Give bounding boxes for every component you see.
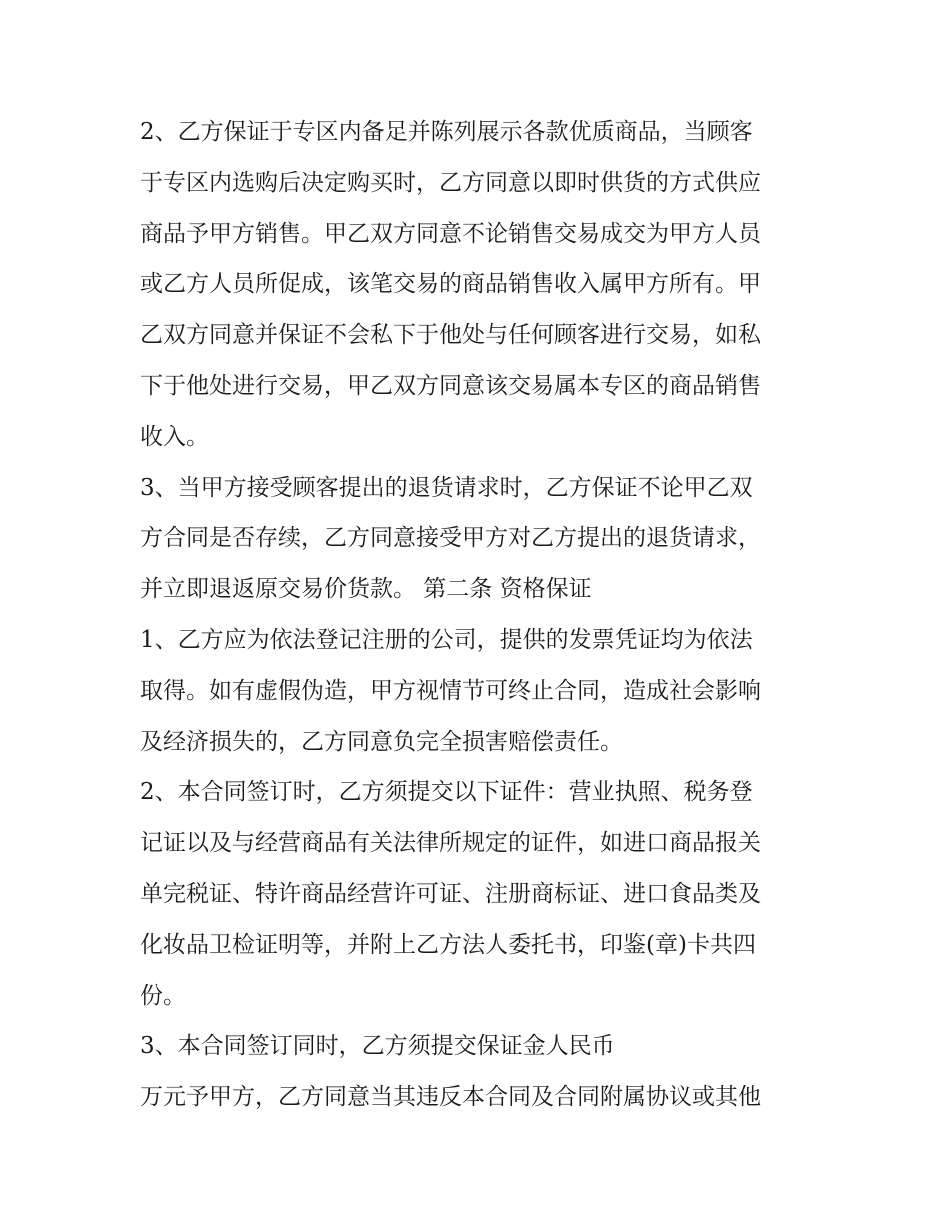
text-line: 下于他处进行交易，甲乙双方同意该交易属本专区的商品销售 <box>140 372 761 399</box>
text-line: 或乙方人员所促成，该笔交易的商品销售收入属甲方所有。甲 <box>140 271 761 298</box>
text-line: 2、本合同签订时，乙方须提交以下证件：营业执照、税务登 <box>140 779 753 806</box>
text-line: 3、当甲方接受顾客提出的退货请求时，乙方保证不论甲乙双 <box>140 474 753 501</box>
text-line: 及经济损失的，乙方同意负完全损害赔偿责任。 <box>140 728 623 755</box>
text-line: 1、乙方应为依法登记注册的公司，提供的发票凭证均为依法 <box>140 626 753 653</box>
text-line: 并立即退返原交易价货款。 第二条 资格保证 <box>140 576 592 603</box>
text-line: 单完税证、特许商品经营许可证、注册商标证、进口食品类及 <box>140 880 761 907</box>
text-line: 3、本合同签订同时，乙方须提交保证金人民币 <box>140 1033 615 1060</box>
text-line: 乙双方同意并保证不会私下于他处与任何顾客进行交易，如私 <box>140 322 761 349</box>
text-line: 万元予甲方，乙方同意当其违反本合同及合同附属协议或其他 <box>140 1084 761 1111</box>
text-line: 2、乙方保证于专区内备足并陈列展示各款优质商品，当顾客 <box>140 119 753 145</box>
document-body <box>140 107 820 1123</box>
text-line: 取得。如有虚假伪造，甲方视情节可终止合同，造成社会影响 <box>140 677 761 704</box>
text-line: 于专区内选购后决定购买时，乙方同意以即时供货的方式供应 <box>140 169 761 196</box>
text-line: 化妆品卫检证明等，并附上乙方法人委托书，印鉴(章)卡共四 <box>140 931 756 958</box>
text-line: 收入。 <box>140 423 209 450</box>
text-line: 商品予甲方销售。甲乙双方同意不论销售交易成交为甲方人员 <box>140 220 761 247</box>
text-line: 记证以及与经营商品有关法律所规定的证件，如进口商品报关 <box>140 830 761 857</box>
text-line: 份。 <box>140 982 186 1009</box>
text-line: 方合同是否存续，乙方同意接受甲方对乙方提出的退货请求， <box>140 525 761 552</box>
